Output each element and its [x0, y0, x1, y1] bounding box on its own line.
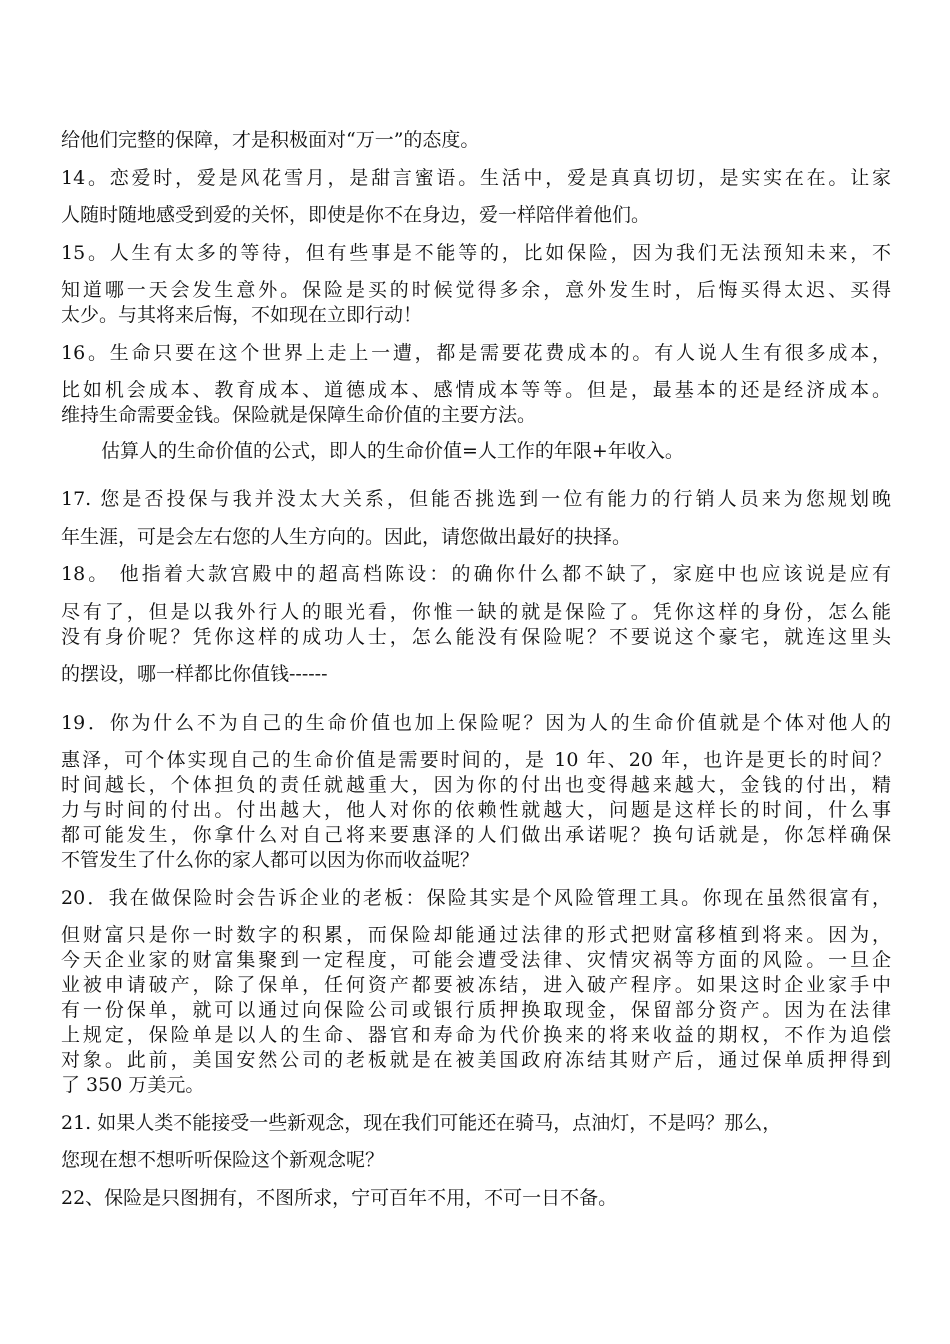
text-line: 力与时间的付出。付出越大，他人对你的依赖性就越大，问题是这样长的时间，什么事: [61, 799, 891, 821]
text-line: 17. 您是否投保与我并没太大关系，但能否挑选到一位有能力的行销人员来为您规划晚: [61, 488, 891, 510]
text-line: 上规定，保险单是以人的生命、器官和寿命为代价换来的将来收益的期权，不作为追偿: [61, 1024, 891, 1046]
text-line: 您现在想不想听听保险这个新观念呢？: [61, 1149, 385, 1171]
text-line: 太少。与其将来后悔，不如现在立即行动！: [61, 304, 423, 326]
text-line: 比如机会成本、教育成本、道德成本、感情成本等等。但是，最基本的还是经济成本。: [61, 379, 891, 401]
text-line: 对象。此前，美国安然公司的老板就是在被美国政府冻结其财产后，通过保单质押得到: [61, 1049, 891, 1071]
text-line: 维持生命需要金钱。保险就是保障生命价值的主要方法。: [61, 404, 537, 426]
text-line: 20．我在做保险时会告诉企业的老板：保险其实是个风险管理工具。你现在虽然很富有，: [61, 887, 891, 909]
text-line: 年生涯，可是会左右您的人生方向的。因此，请您做出最好的抉择。: [61, 526, 632, 548]
text-line: 知道哪一天会发生意外。保险是买的时候觉得多余，意外发生时，后悔买得太迟、买得: [61, 279, 891, 301]
text-line: 22、保险是只图拥有，不图所求，宁可百年不用，不可一日不备。: [61, 1187, 618, 1209]
text-line: 了 350 万美元。: [61, 1074, 205, 1096]
text-line: 14。恋爱时，爱是风花雪月，是甜言蜜语。生活中，爱是真真切切，是实实在在。让家: [61, 167, 891, 189]
text-line: 业被申请破产，除了保单，任何资产都要被冻结，进入破产程序。如果这时企业家手中: [61, 974, 891, 996]
text-line: 今天企业家的财富集聚到一定程度，可能会遭受法律、灾情灾祸等方面的风险。一旦企: [61, 949, 891, 971]
text-line: 的摆设，哪一样都比你值钱------: [61, 663, 328, 685]
text-line: 21. 如果人类不能接受一些新观念，现在我们可能还在骑马，点油灯，不是吗？那么，: [61, 1112, 782, 1134]
text-line: 时间越长，个体担负的责任就越重大，因为你的付出也变得越来越大，金钱的付出，精: [61, 774, 891, 796]
text-line: 惠泽，可个体实现自己的生命价值是需要时间的，是 10 年、20 年，也许是更长的时间？: [61, 749, 891, 771]
text-line: 19．你为什么不为自己的生命价值也加上保险呢？因为人的生命价值就是个体对他人的: [61, 712, 891, 734]
text-line: 估算人的生命价值的公式，即人的生命价值=人工作的年限+年收入。: [101, 440, 684, 462]
text-line: 有一份保单，就可以通过向保险公司或银行质押换取现金，保留部分资产。因为在法律: [61, 999, 891, 1021]
text-line: 16。生命只要在这个世界上走上一遭，都是需要花费成本的。有人说人生有很多成本，: [61, 342, 891, 364]
text-line: 15。人生有太多的等待，但有些事是不能等的，比如保险，因为我们无法预知未来，不: [61, 242, 891, 264]
text-line: 人随时随地感受到爱的关怀，即使是你不在身边，爱一样陪伴着他们。: [61, 204, 651, 226]
text-line: 给他们完整的保障，才是积极面对“万一”的态度。: [61, 129, 480, 151]
text-line: 没有身价呢？凭你这样的成功人士，怎么能没有保险呢？不要说这个豪宅，就连这里头: [61, 626, 891, 648]
text-line: 不管发生了什么你的家人都可以因为你而收益呢？: [61, 849, 480, 871]
text-line: 18。 他指着大款宫殿中的超高档陈设：的确你什么都不缺了，家庭中也应该说是应有: [61, 563, 891, 585]
text-line: 但财富只是你一时数字的积累，而保险却能通过法律的形式把财富移植到将来。因为，: [61, 924, 891, 946]
text-line: 尽有了，但是以我外行人的眼光看，你惟一缺的就是保险了。凭你这样的身份，怎么能: [61, 601, 891, 623]
text-line: 都可能发生，你拿什么对自己将来要惠泽的人们做出承诺呢？换句话就是，你怎样确保: [61, 824, 891, 846]
